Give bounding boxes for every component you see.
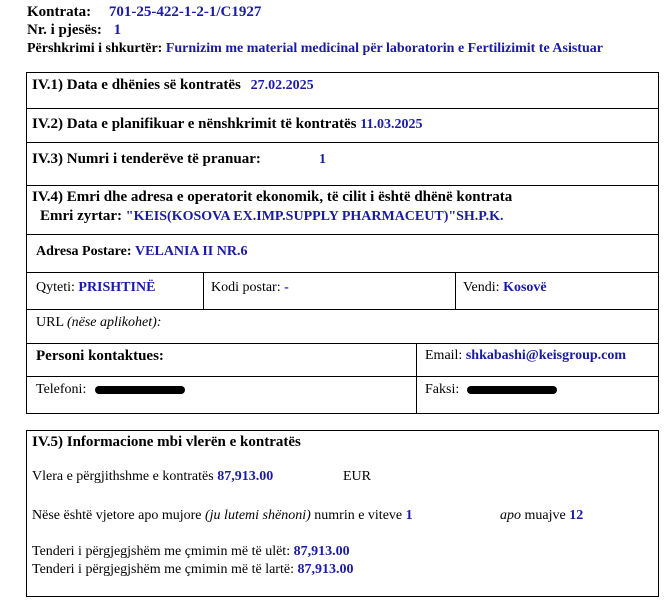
short-description-label: Përshkrimi i shkurtër: <box>27 41 163 56</box>
official-name-label: Emri zyrtar: <box>40 208 123 224</box>
part-number: 1 <box>113 22 122 38</box>
signing-date-value: 11.03.2025 <box>360 117 423 132</box>
fax-label: Faksi: <box>425 382 460 397</box>
or-word: apo <box>500 508 521 523</box>
award-date-value: 27.02.2025 <box>250 78 314 93</box>
postal-code-label: Kodi postar: <box>211 280 281 295</box>
country-cell <box>463 280 547 296</box>
email-value: shkabashi@keisgroup.com <box>465 348 627 363</box>
email-label: Email: <box>425 348 463 363</box>
signing-date-row <box>32 116 422 133</box>
phone-label: Telefoni: <box>36 382 87 397</box>
contract-value-title: IV.5) Informacione mbi vlerën e kontratës <box>32 434 301 450</box>
contact-person-label: Personi kontaktues: <box>36 348 164 364</box>
url-row <box>36 315 161 331</box>
years-label: numrin e viteve <box>314 508 403 523</box>
city-value: PRISHTINË <box>78 280 156 295</box>
row-divider <box>26 234 659 235</box>
operator-section-title: IV.4) Emri dhe adresa e operatorit ekonomik, të cilit i është dhënë kontrata <box>32 189 513 205</box>
email-cell <box>425 348 626 364</box>
country-label: Vendi: <box>463 280 500 295</box>
tenders-received-value: 1 <box>319 152 326 167</box>
highest-price-value: 87,913.00 <box>297 562 354 577</box>
short-description: Furnizim me material medicinal për laboratorin e Fertilizimit te Asistuar <box>165 41 603 56</box>
lowest-price-row <box>32 544 350 560</box>
postal-address-row <box>36 244 247 260</box>
part-label: Nr. i pjesës: <box>27 22 102 38</box>
months-row <box>500 508 583 524</box>
city-label: Qyteti: <box>36 280 75 295</box>
row-divider <box>26 142 659 143</box>
contract-label: Kontrata: <box>27 4 92 20</box>
postal-code-cell <box>211 280 289 296</box>
total-value-label: Vlera e përgjithshme e kontratës <box>32 469 214 484</box>
total-value: 87,913.00 <box>217 469 274 484</box>
multi-year-row <box>32 508 413 524</box>
lowest-price-label: Tenderi i përgjegjshëm me çmimin më të ulët: <box>32 544 291 559</box>
postal-address-label: Adresa Postare: <box>36 244 132 259</box>
months-label: muajve <box>524 508 566 523</box>
postal-code-value: - <box>284 280 289 295</box>
highest-price-row <box>32 562 353 578</box>
col-divider <box>203 272 204 309</box>
city-cell <box>36 280 155 296</box>
multi-year-note: (ju lutemi shënoni) <box>205 508 311 523</box>
years-value: 1 <box>405 508 413 523</box>
row-divider <box>26 376 659 377</box>
contract-number: 701-25-422-1-2-1/C1927 <box>108 4 262 20</box>
row-divider <box>26 309 659 310</box>
short-description-line <box>27 40 603 57</box>
postal-address-value: VELANIA II NR.6 <box>135 244 248 259</box>
url-label: URL <box>36 315 64 330</box>
official-name-row <box>40 208 503 225</box>
fax-redaction <box>467 386 557 394</box>
part-number-line <box>27 22 121 39</box>
highest-price-label: Tenderi i përgjegjshëm me çmimin më të lartë: <box>32 562 294 577</box>
award-date-label: IV.1) Data e dhënies së kontratës <box>32 77 241 93</box>
url-note: (nëse aplikohet): <box>66 315 162 330</box>
lowest-price-value: 87,913.00 <box>293 544 350 559</box>
phone-redaction <box>95 386 185 394</box>
country-value: Kosovë <box>503 280 547 295</box>
award-date-row <box>32 77 314 94</box>
row-divider <box>26 185 659 186</box>
months-value: 12 <box>569 508 584 523</box>
tenders-received-row <box>32 151 261 168</box>
row-divider <box>26 272 659 273</box>
signing-date-label: IV.2) Data e planifikuar e nënshkrimit të kontratës <box>32 116 357 132</box>
col-divider <box>416 343 417 414</box>
contract-number-line <box>27 4 261 21</box>
official-name-value: "KEIS(KOSOVA EX.IMP.SUPPLY PHARMACEUT)"SH.P.K. <box>125 209 504 224</box>
col-divider <box>455 272 456 309</box>
tenders-received-label: IV.3) Numri i tenderëve të pranuar: <box>32 151 261 167</box>
multi-year-prefix: Nëse është vjetore apo mujore <box>32 508 202 523</box>
currency: EUR <box>343 469 371 484</box>
row-divider <box>26 108 659 109</box>
total-value-row <box>32 469 273 485</box>
row-divider <box>26 343 659 344</box>
